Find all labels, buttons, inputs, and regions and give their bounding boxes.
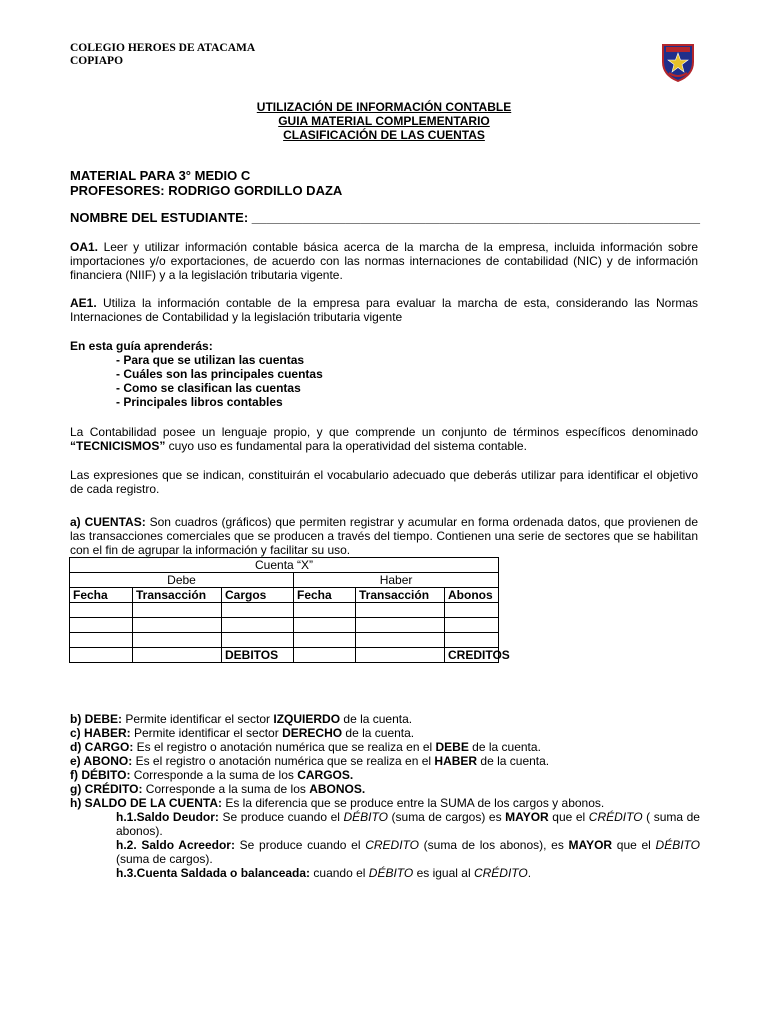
column-header: Abonos	[445, 588, 499, 603]
def-italic: CRÉDITO	[473, 866, 528, 880]
ae1-text: Utiliza la información contable de la empresa para evaluar la marcha de esta, considerando las Normas Internaciones de Contabilidad y la legislación tributaria vigente	[70, 296, 698, 324]
def-credito	[70, 782, 700, 796]
def-debe	[70, 712, 700, 726]
def-label: b) DEBE:	[70, 712, 122, 726]
contabilidad-paragraph	[70, 425, 698, 453]
table-row	[70, 633, 499, 648]
def-label: h) SALDO DE LA CUENTA:	[70, 796, 222, 810]
school-name: COLEGIO HEROES DE ATACAMA	[70, 42, 256, 54]
def-text: Es la diferencia que se produce entre la SUMA de los cargos y abonos.	[222, 796, 605, 810]
column-header: Fecha	[70, 588, 133, 603]
def-label: h.2. Saldo Acreedor:	[116, 838, 235, 852]
oa1-label: OA1.	[70, 240, 99, 254]
def-text: es igual al	[413, 866, 474, 880]
ae1-label: AE1.	[70, 296, 97, 310]
def-text: Es el registro o anotación numérica que se realiza en el	[133, 740, 436, 754]
def-emphasis: MAYOR	[505, 810, 549, 824]
def-label: f) DÉBITO:	[70, 768, 131, 782]
def-haber	[70, 726, 700, 740]
def-text: cuando el	[310, 866, 369, 880]
def-text: (suma de cargos) es	[387, 810, 506, 824]
def-emphasis: CARGOS.	[297, 768, 354, 782]
def-text: Corresponde a la suma de los	[130, 768, 298, 782]
expresiones-paragraph: Las expresiones que se indican, constituirán el vocabulario adecuado que deberás utilizar para identificar el objetivo de cada registro.	[70, 468, 698, 496]
def-label: d) CARGO:	[70, 740, 134, 754]
def-label: c) HABER:	[70, 726, 131, 740]
ae1-paragraph	[70, 296, 698, 324]
def-text: (suma de cargos).	[116, 852, 213, 866]
def-italic: CRÉDITO	[588, 810, 643, 824]
def-text: que el	[612, 838, 656, 852]
def-text: de la cuenta.	[468, 740, 541, 754]
def-text: (suma de los abonos), es	[418, 838, 569, 852]
def-italic: DÉBITO	[343, 810, 388, 824]
material-line: MATERIAL PARA 3° MEDIO C	[70, 168, 251, 183]
haber-header: Haber	[294, 573, 499, 588]
guide-item: - Como se clasifican las cuentas	[116, 381, 301, 395]
profesores-line: PROFESORES: RODRIGO GORDILLO DAZA	[70, 183, 343, 198]
title-1: UTILIZACIÓN DE INFORMACIÓN CONTABLE	[256, 100, 512, 114]
title-2: GUIA MATERIAL COMPLEMENTARIO	[278, 114, 490, 128]
def-text: Permite identificar el sector	[122, 712, 274, 726]
def-cargo	[70, 740, 700, 754]
def-text: Es el registro o anotación numérica que se realiza en el	[132, 754, 435, 768]
cuentas-paragraph	[70, 515, 698, 557]
contabilidad-text: La Contabilidad posee un lenguaje propio, y que comprende un conjunto de términos específicos denominado	[70, 425, 698, 439]
def-saldo	[70, 796, 700, 810]
def-label: g) CRÉDITO:	[70, 782, 143, 796]
def-label: h.1.Saldo Deudor:	[116, 810, 219, 824]
tecnicismos-term: “TECNICISMOS”	[70, 439, 166, 453]
column-header: Cargos	[222, 588, 294, 603]
def-text: ( suma de abonos).	[116, 810, 700, 838]
def-emphasis: HABER	[434, 754, 478, 768]
guide-objectives	[70, 339, 323, 409]
guide-item: - Para que se utilizan las cuentas	[116, 353, 305, 367]
def-label: e) ABONO:	[70, 754, 133, 768]
def-text: que el	[548, 810, 589, 824]
definitions-list	[70, 712, 700, 880]
def-emphasis: MAYOR	[568, 838, 613, 852]
column-header: Transacción	[133, 588, 222, 603]
title-3: CLASIFICACIÓN DE LAS CUENTAS	[283, 128, 485, 142]
document-titles	[0, 100, 768, 142]
def-italic: CREDITO	[365, 838, 419, 852]
table-row	[70, 618, 499, 633]
column-header: Transacción	[356, 588, 445, 603]
def-text: de la cuenta.	[477, 754, 550, 768]
cuenta-x-table	[69, 557, 510, 663]
def-text: Permite identificar el sector	[130, 726, 283, 740]
def-text: de la cuenta.	[340, 712, 413, 726]
table-row	[70, 603, 499, 618]
def-text: de la cuenta.	[342, 726, 415, 740]
guide-heading: En esta guía aprenderás:	[70, 339, 213, 353]
debe-header: Debe	[70, 573, 294, 588]
school-city: COPIAPO	[70, 55, 124, 67]
totals-row	[70, 648, 499, 663]
def-emphasis: ABONOS.	[309, 782, 366, 796]
def-text: Corresponde a la suma de los	[142, 782, 310, 796]
oa1-paragraph	[70, 240, 698, 282]
def-emphasis: DERECHO	[282, 726, 343, 740]
def-text: Se produce cuando el	[218, 810, 344, 824]
def-cuenta-saldada	[70, 866, 700, 880]
def-text: Se produce cuando el	[234, 838, 366, 852]
def-italic: DÉBITO	[655, 838, 701, 852]
def-label: h.3.Cuenta Saldada o balanceada:	[116, 866, 311, 880]
def-saldo-acreedor	[70, 838, 700, 866]
school-crest-icon	[661, 42, 695, 82]
student-name-field: NOMBRE DEL ESTUDIANTE: ______________________________________________________________	[70, 210, 701, 225]
contabilidad-text-end: cuyo uso es fundamental para la operatividad del sistema contable.	[165, 439, 527, 453]
def-saldo-deudor	[70, 810, 700, 838]
table-title: Cuenta “X”	[70, 558, 499, 573]
school-header	[70, 42, 255, 68]
debitos-cell: DEBITOS	[222, 648, 294, 663]
def-emphasis: DEBE	[435, 740, 469, 754]
guide-list	[70, 353, 323, 409]
column-header: Fecha	[294, 588, 356, 603]
cuentas-label: a) CUENTAS:	[70, 515, 146, 529]
guide-item: - Cuáles son las principales cuentas	[116, 367, 323, 381]
cuentas-text: Son cuadros (gráficos) que permiten registrar y acumular en forma ordenada datos, que provienen de las transacciones comerciales que se producen a través del tiempo. Contienen una serie de sectores que se habilitan con el fin de agrupar la información y facilitar su uso.	[70, 515, 698, 557]
creditos-cell: CREDITOS	[445, 648, 499, 663]
def-emphasis: IZQUIERDO	[273, 712, 341, 726]
def-italic: DÉBITO	[368, 866, 414, 880]
course-meta	[70, 168, 342, 198]
oa1-text: Leer y utilizar información contable básica acerca de la marcha de la empresa, incluida información sobre importaciones y/o exportaciones, de acuerdo con las normas internaciones de contabilidad (NIC) y de información financiera (NIIF) y a la legislación tributaria vigente.	[70, 240, 698, 282]
def-text: .	[527, 866, 532, 880]
guide-item: - Principales libros contables	[116, 395, 283, 409]
def-debito	[70, 768, 700, 782]
def-abono	[70, 754, 700, 768]
